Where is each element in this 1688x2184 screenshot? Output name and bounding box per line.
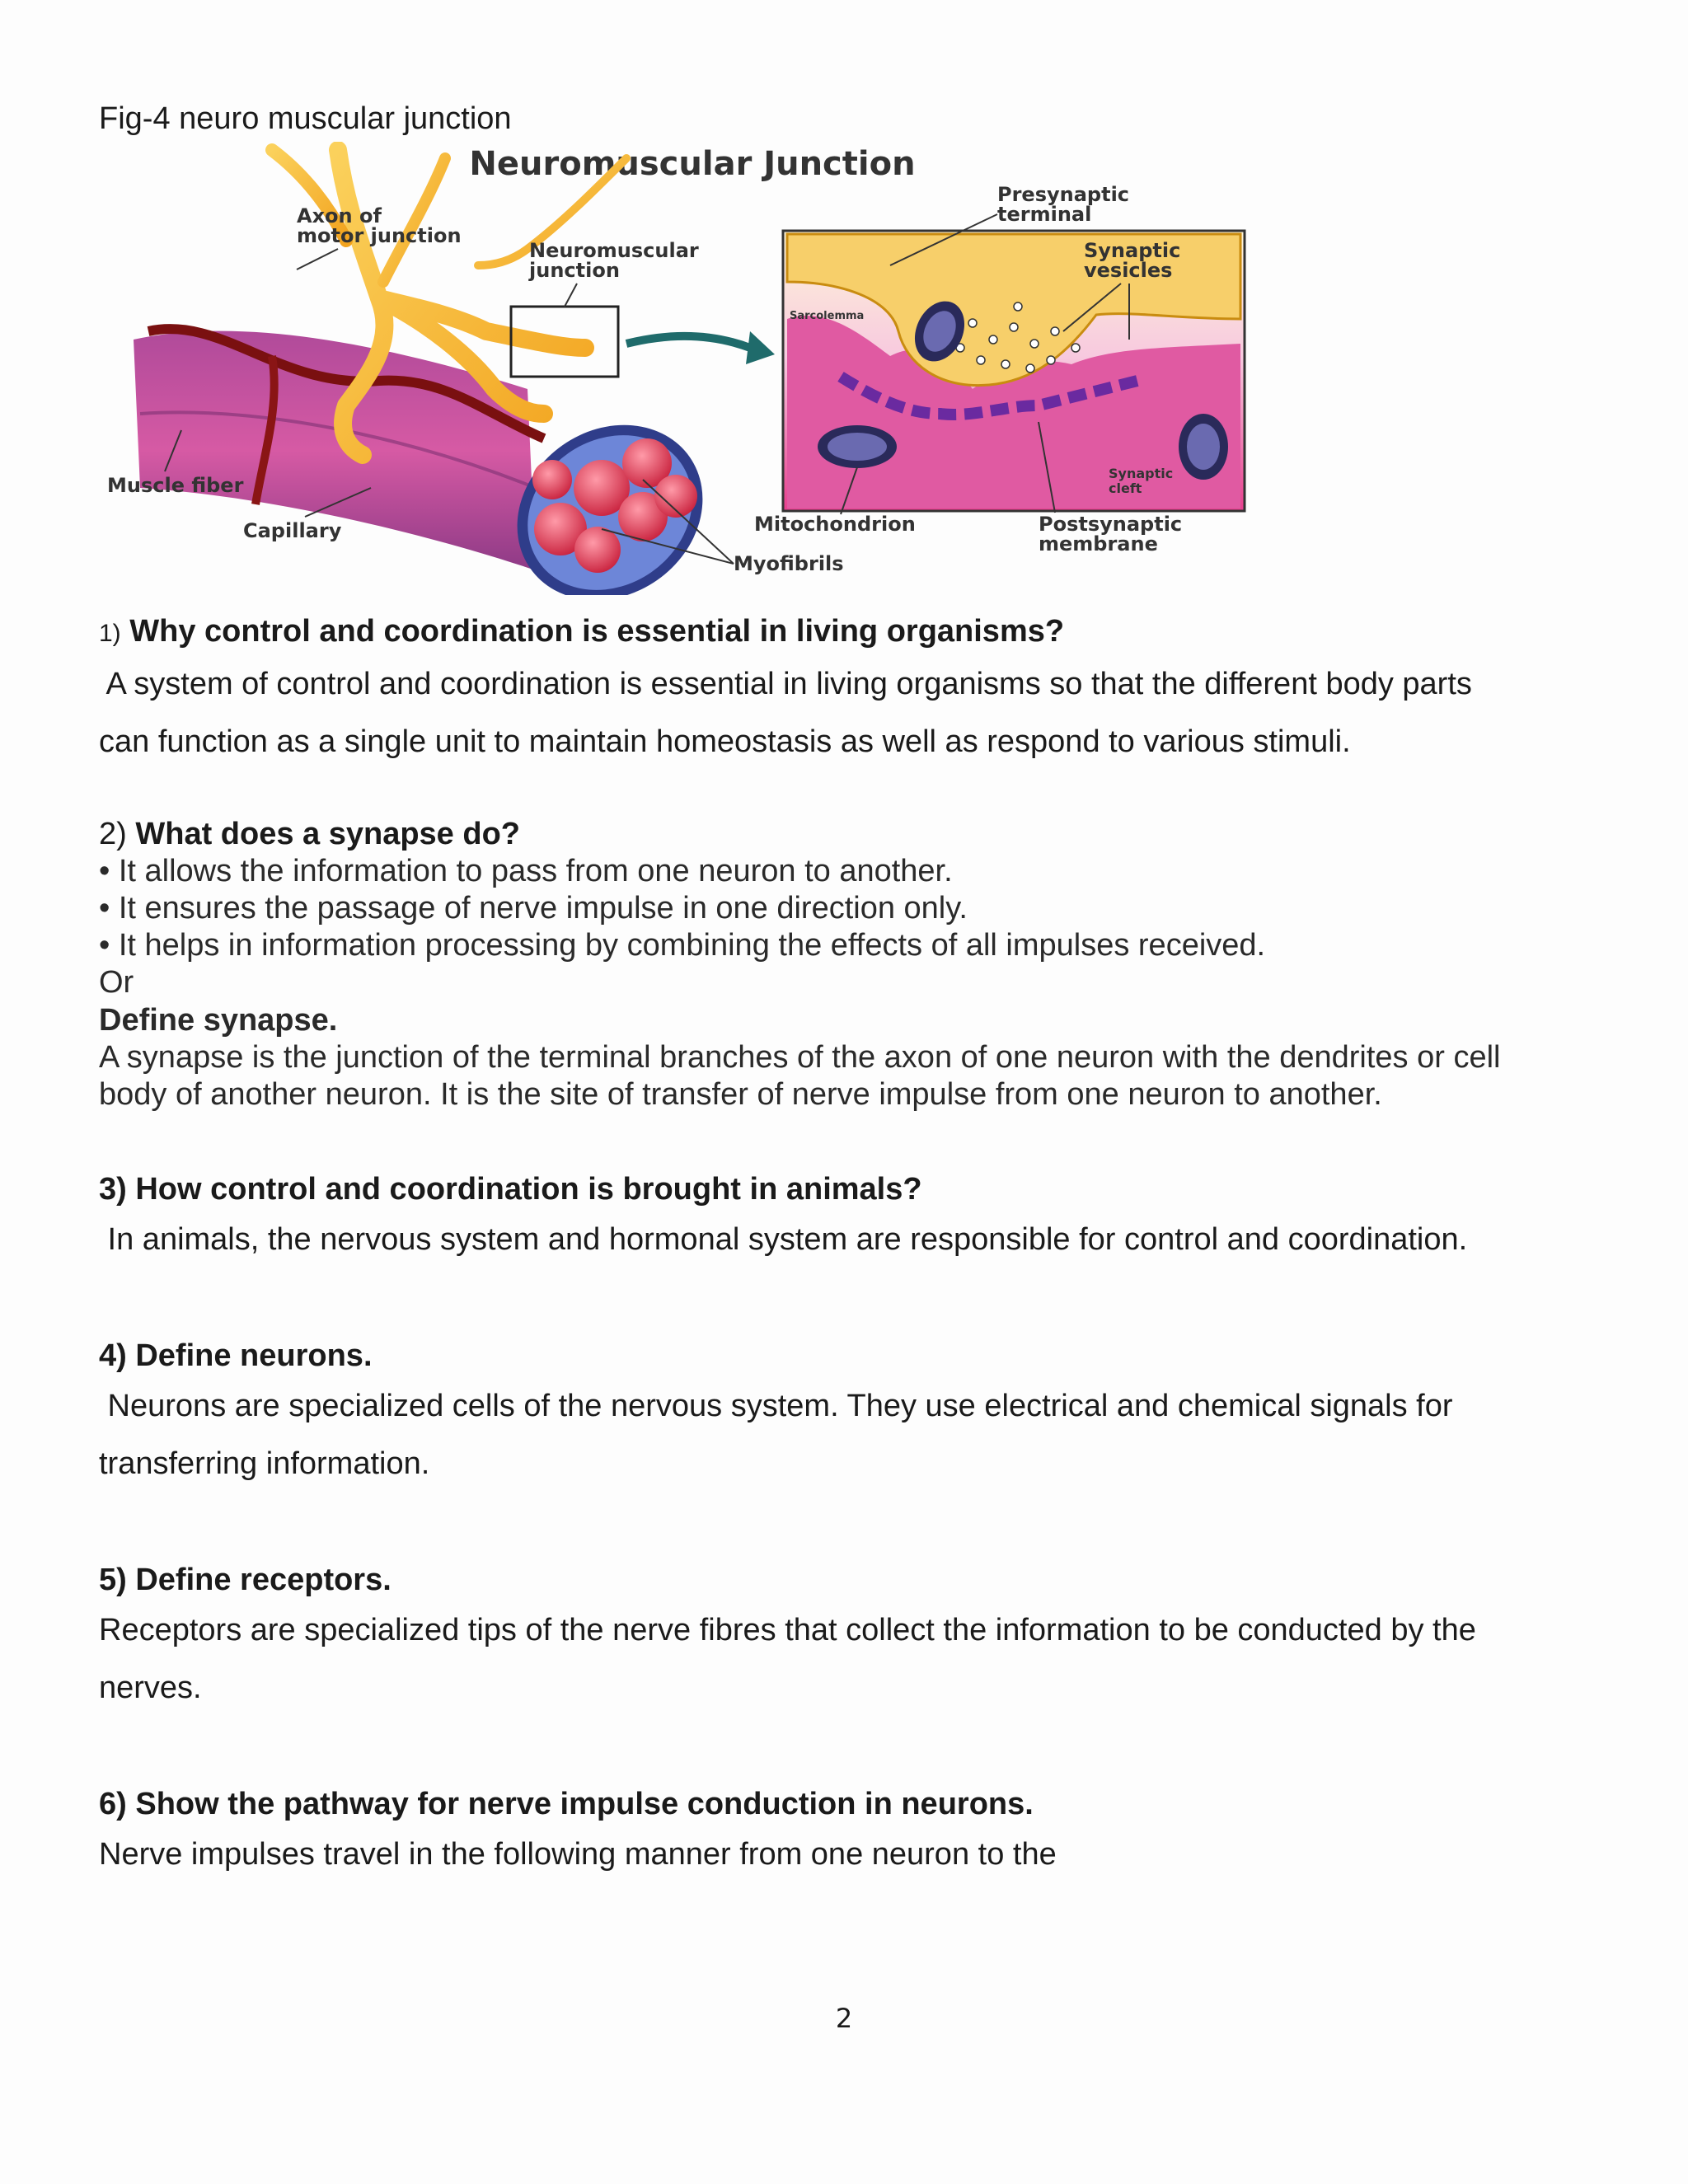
muscle-fiber-illustration xyxy=(134,150,775,595)
label-cleft-line1: Synaptic xyxy=(1109,466,1174,481)
label-presynaptic-line2: terminal xyxy=(997,203,1092,226)
answer-2-bullet-2: • It ensures the passage of nerve impulse in one direction only. xyxy=(99,891,968,926)
answer-5-line2: nerves. xyxy=(99,1671,202,1705)
label-sarcolemma: Sarcolemma xyxy=(790,310,865,322)
answer-3: In animals, the nervous system and hormonal system are responsible for control and coordination. xyxy=(99,1222,1468,1257)
page-number: 2 xyxy=(835,2003,853,2034)
question-1-title xyxy=(99,610,1599,655)
answer-2-bullet-3: • It helps in information processing by combining the effects of all impulses received. xyxy=(99,928,1266,963)
question-5-title: 5) Define receptors. xyxy=(99,1563,392,1597)
label-postsynaptic-line2: membrane xyxy=(1039,532,1158,555)
answer-2-alt-line2: body of another neuron. It is the site of transfer of nerve impulse from one neuron to another. xyxy=(99,1077,1382,1112)
synapse-zoom-panel xyxy=(783,231,1245,511)
label-postsynaptic-line1: Postsynaptic xyxy=(1039,513,1183,536)
answer-1-line1: A system of control and coordination is essential in living organisms so that the different body parts xyxy=(99,667,1472,701)
question-1-text: Why control and coordination is essential in living organisms? xyxy=(129,614,1065,649)
question-2-alt-title: Define synapse. xyxy=(99,1003,338,1038)
figure-title: Neuromuscular Junction xyxy=(469,145,916,183)
neuromuscular-junction-figure xyxy=(99,142,1286,595)
label-nmj-line2: junction xyxy=(529,259,620,282)
label-cleft-line2: cleft xyxy=(1109,480,1142,496)
label-muscle-fiber: Muscle fiber xyxy=(107,474,244,497)
question-1-block xyxy=(99,610,1599,771)
question-1-number: 1) xyxy=(99,620,121,647)
question-3-title: 3) How control and coordination is brought in animals? xyxy=(99,1172,922,1207)
answer-1-line2: can function as a single unit to maintain homeostasis as well as respond to various stimuli. xyxy=(99,724,1351,759)
answer-2-bullet-1: • It allows the information to pass from one neuron to another. xyxy=(99,854,953,888)
question-5-block xyxy=(99,1558,1599,1717)
figure-caption: Fig-4 neuro muscular junction xyxy=(99,101,512,136)
answer-2-alt-line1: A synapse is the junction of the terminal branches of the axon of one neuron with the dendrites or cell xyxy=(99,1040,1501,1075)
question-4-title: 4) Define neurons. xyxy=(99,1338,373,1373)
question-2-text: What does a synapse do? xyxy=(135,817,521,851)
label-nmj-line1: Neuromuscular xyxy=(529,239,699,262)
question-2-block xyxy=(99,815,1599,1113)
label-presynaptic-line1: Presynaptic xyxy=(997,183,1130,206)
question-6-title: 6) Show the pathway for nerve impulse conduction in neurons. xyxy=(99,1787,1034,1821)
label-vesicles-line1: Synaptic xyxy=(1084,239,1181,262)
question-4-block xyxy=(99,1334,1599,1493)
question-3-block xyxy=(99,1168,1599,1268)
question-6-block xyxy=(99,1783,1599,1883)
label-vesicles-line2: vesicles xyxy=(1084,259,1173,282)
answer-4-line2: transferring information. xyxy=(99,1446,430,1481)
figure-illustration xyxy=(99,142,1286,595)
answer-2-or: Or xyxy=(99,965,134,1000)
label-myofibrils: Myofibrils xyxy=(734,552,844,575)
label-axon-line2: motor junction xyxy=(297,224,462,247)
question-2-title xyxy=(99,815,1599,853)
answer-5-line1: Receptors are specialized tips of the nerve fibres that collect the information to be conducted by the xyxy=(99,1613,1476,1647)
answer-6: Nerve impulses travel in the following manner from one neuron to the xyxy=(99,1837,1057,1872)
label-capillary: Capillary xyxy=(243,519,342,542)
label-axon-line1: Axon of xyxy=(297,204,382,227)
label-mitochondrion: Mitochondrion xyxy=(754,513,916,536)
answer-4-line1: Neurons are specialized cells of the nervous system. They use electrical and chemical signals for xyxy=(99,1389,1453,1423)
document-page xyxy=(99,97,1599,1883)
question-2-number: 2) xyxy=(99,817,127,851)
